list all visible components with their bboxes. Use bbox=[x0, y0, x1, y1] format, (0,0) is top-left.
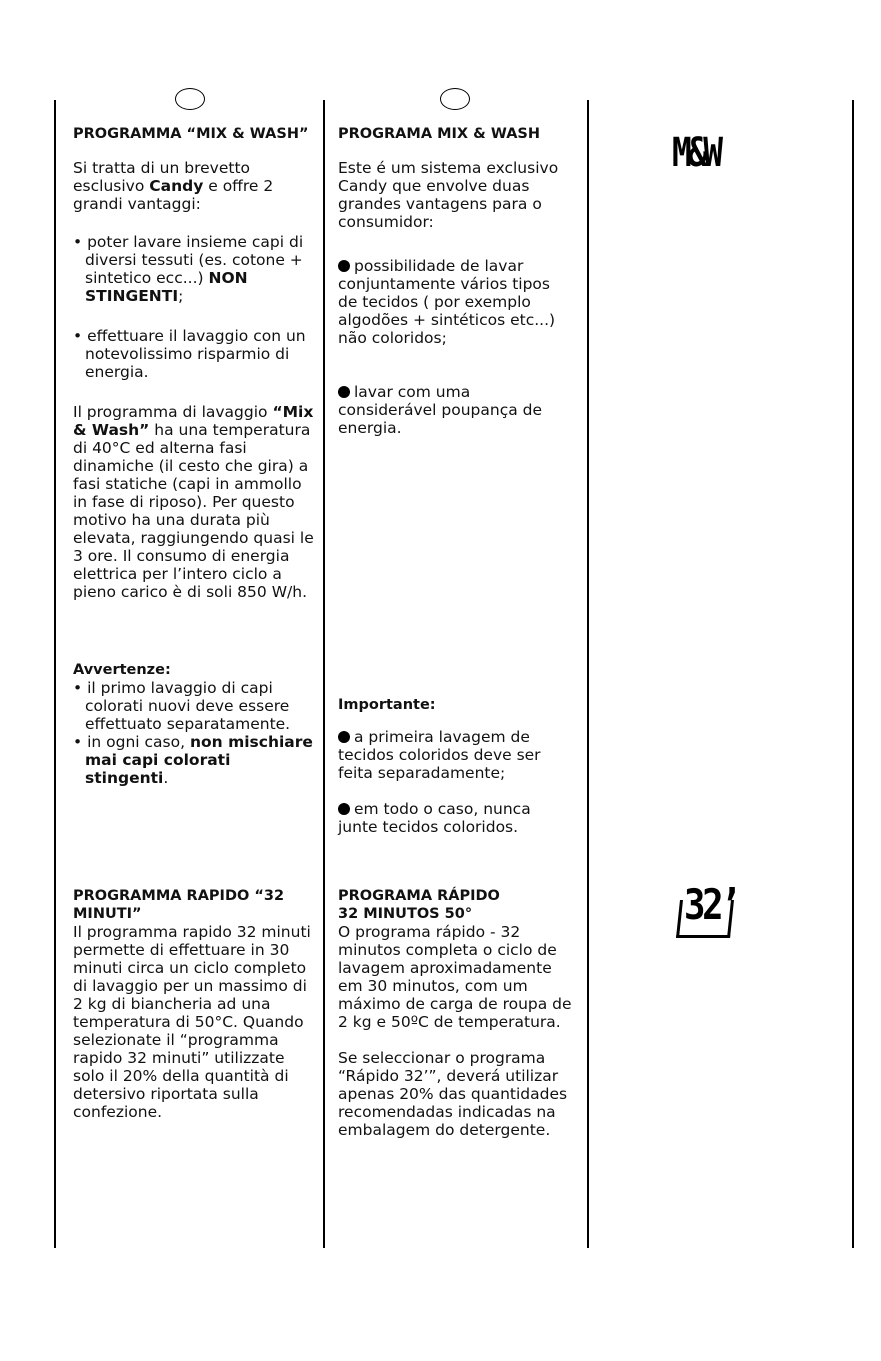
italian-mix-section bbox=[73, 125, 318, 601]
it-warning-2: • in ogni caso, non mischiare mai capi colorati stingenti. bbox=[73, 733, 313, 787]
rapid-32-program-symbol: 32’ bbox=[678, 880, 742, 942]
bullet-icon bbox=[338, 731, 350, 743]
portuguese-rapid-section bbox=[338, 887, 573, 1139]
it-warning-1: • il primo lavaggio di capi colorati nuovi deve essere effettuato separatamente. bbox=[73, 679, 291, 733]
bullet-icon bbox=[338, 260, 350, 272]
mix-wash-program-symbol: M&W bbox=[672, 130, 719, 176]
it-bullet-2: • effettuare il lavaggio con un notevolissimo risparmio di energia. bbox=[73, 327, 306, 381]
symbol-underline-bracket bbox=[676, 900, 734, 938]
it-mix-paragraph: Il programma di lavaggio “Mix & Wash” ha una temperatura di 40°C ed alterna fasi dinamiche (il cesto che gira) a fasi statiche (capi in ammollo in fase di riposo). Per questo motivo ha una durata più elevata, raggiungendo quasi le 3 ore. Il consumo di energia elettrica per l’intero ciclo a pieno carico è di soli 850 W/h. bbox=[73, 403, 314, 601]
it-intro: Si tratta di un brevetto esclusivo Candy e offre 2 grandi vantaggi: bbox=[73, 159, 274, 213]
italian-rapid-section bbox=[73, 887, 318, 1121]
pt-important-title: Importante: bbox=[338, 697, 436, 713]
column-rule-4 bbox=[852, 100, 854, 1248]
language-flag-circle-it bbox=[175, 88, 205, 110]
pt-bullet-1: possibilidade de lavar conjuntamente vários tipos de tecidos ( por exemplo algodões + sintéticos etc...) não coloridos; bbox=[338, 257, 556, 347]
pt-important-1: a primeira lavagem de tecidos coloridos deve ser feita separadamente; bbox=[338, 728, 541, 782]
it-mix-title: PROGRAMMA “MIX & WASH” bbox=[73, 126, 309, 142]
column-rule-3 bbox=[587, 100, 589, 1248]
bullet-icon bbox=[338, 803, 350, 815]
it-rapid-text: Il programma rapido 32 minuti permette di effettuare in 30 minuti circa un ciclo completo di lavaggio per un massimo di 2 kg di biancheria ad una temperatura di 50°C. Quando selezionate il “programma rapido 32 minuti” utilizzate solo il 20% della quantità di detersivo riportata sulla confezione. bbox=[73, 923, 311, 1121]
pt-mix-title: PROGRAMA MIX & WASH bbox=[338, 126, 540, 142]
portuguese-important-section bbox=[338, 696, 573, 836]
pt-rapid-title-1: PROGRAMA RÁPIDO bbox=[338, 888, 500, 904]
italian-warning-section bbox=[73, 661, 318, 787]
bullet-icon bbox=[338, 386, 350, 398]
it-warning-title: Avvertenze: bbox=[73, 662, 171, 678]
portuguese-mix-section bbox=[338, 125, 573, 437]
it-bullet-1: • poter lavare insieme capi di diversi tessuti (es. cotone + sintetico ecc...) NON STINGENTI; bbox=[73, 233, 304, 305]
column-rule-2 bbox=[323, 100, 325, 1248]
pt-bullet-2: lavar com uma considerável poupança de energia. bbox=[338, 383, 543, 437]
pt-important-2: em todo o caso, nunca junte tecidos coloridos. bbox=[338, 800, 531, 836]
pt-intro: Este é um sistema exclusivo Candy que envolve duas grandes vantagens para o consumidor: bbox=[338, 159, 559, 231]
column-rule-1 bbox=[54, 100, 56, 1248]
it-rapid-title: PROGRAMMA RAPIDO “32 MINUTI” bbox=[73, 888, 285, 922]
pt-rapid-text-2: Se seleccionar o programa “Rápido 32’”, deverá utilizar apenas 20% das quantidades recomendadas indicadas na embalagem do detergente. bbox=[338, 1049, 568, 1139]
pt-rapid-title-2: 32 MINUTOS 50° bbox=[338, 906, 473, 922]
language-flag-circle-pt bbox=[440, 88, 470, 110]
pt-rapid-text: O programa rápido - 32 minutos completa o ciclo de lavagem aproximadamente em 30 minutos, com um máximo de carga de roupa de 2 kg e 50ºC de temperatura. bbox=[338, 923, 572, 1031]
